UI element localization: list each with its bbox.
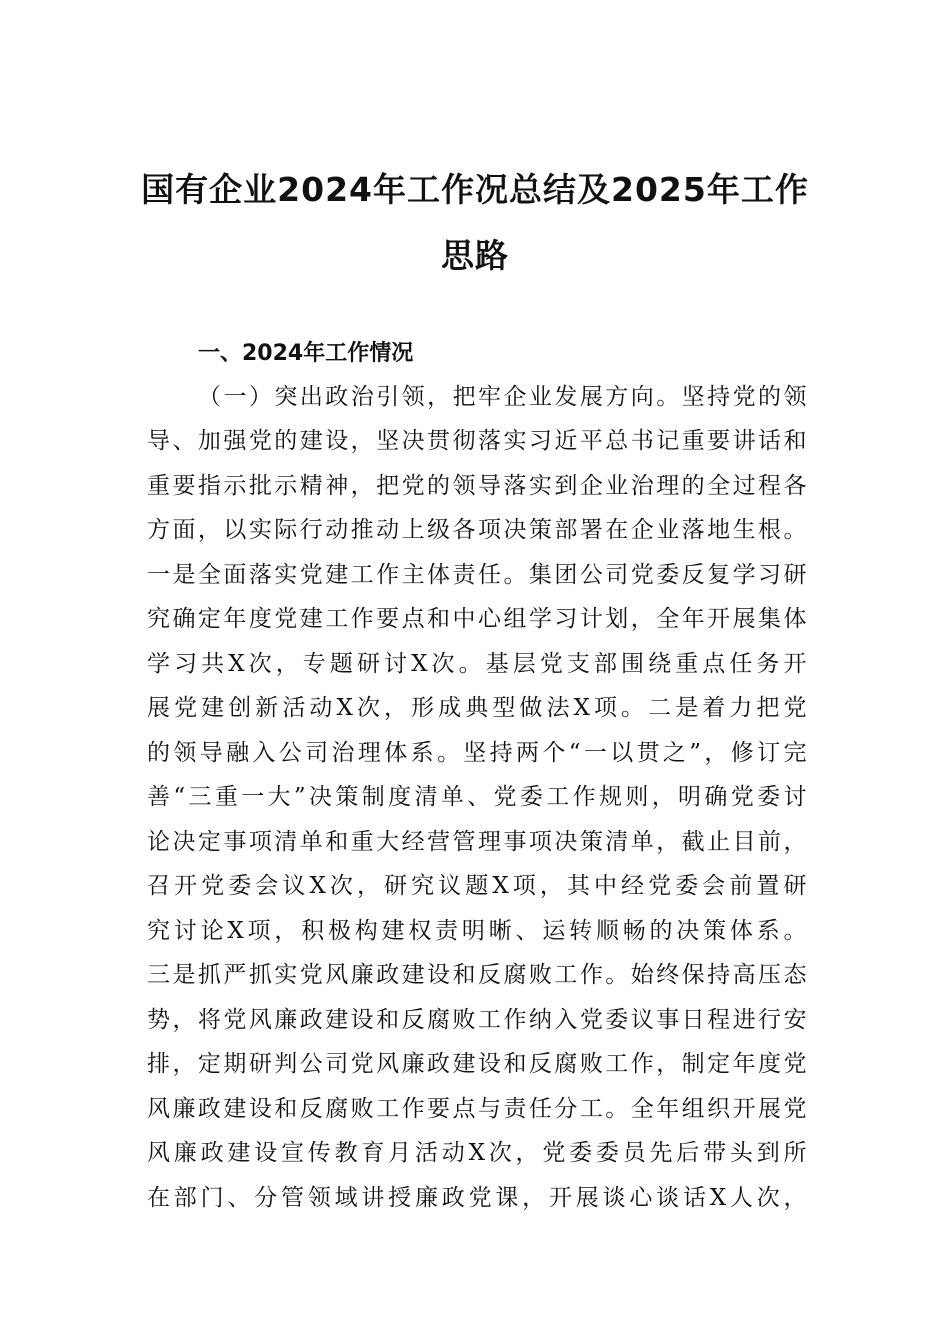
body-line: 究确定年度党建工作要点和中心组学习计划，全年开展集体 — [147, 606, 807, 632]
body-line: 论决定事项清单和重大经营管理事项决策清单，截止目前， — [147, 829, 807, 855]
body-line: 在部门、分管领域讲授廉政党课，开展谈心谈话X人次， — [147, 1185, 807, 1211]
section-heading: 一、2024年工作情况 — [198, 341, 414, 366]
body-line: 的领导融入公司治理体系。坚持两个“一以贯之”，修订完 — [147, 740, 807, 766]
body-line: 三是抓严抓实党风廉政建设和反腐败工作。始终保持高压态 — [147, 962, 807, 988]
body-line: 导、加强党的建设，坚决贯彻落实习近平总书记重要讲话和 — [147, 428, 807, 454]
body-line: 召开党委会议X次，研究议题X项，其中经党委会前置研 — [147, 873, 807, 899]
body-line: 风廉政建设宣传教育月活动X次，党委委员先后带头到所 — [147, 1140, 807, 1166]
document-title-line-2: 思路 — [441, 236, 509, 275]
document-title-line-1: 国有企业2024年工作况总结及2025年工作 — [141, 170, 809, 209]
body-line: 究讨论X项，积极构建权责明晰、运转顺畅的决策体系。 — [147, 918, 807, 944]
body-line: 风廉政建设和反腐败工作要点与责任分工。全年组织开展党 — [147, 1096, 807, 1122]
body-line: 善“三重一大”决策制度清单、党委工作规则，明确党委讨 — [147, 784, 807, 810]
body-line: （一）突出政治引领，把牢企业发展方向。坚持党的领 — [198, 384, 807, 410]
body-line: 展党建创新活动X次，形成典型做法X项。二是着力把党 — [147, 695, 807, 721]
body-line: 重要指示批示精神，把党的领导落实到企业治理的全过程各 — [147, 473, 807, 499]
body-line: 学习共X次，专题研讨X次。基层党支部围绕重点任务开 — [147, 651, 807, 677]
body-line: 一是全面落实党建工作主体责任。集团公司党委反复学习研 — [147, 562, 807, 588]
body-line: 势，将党风廉政建设和反腐败工作纳入党委议事日程进行安 — [147, 1007, 807, 1033]
body-line: 排，定期研判公司党风廉政建设和反腐败工作，制定年度党 — [147, 1051, 807, 1077]
body-line: 方面，以实际行动推动上级各项决策部署在企业落地生根。 — [147, 517, 807, 543]
